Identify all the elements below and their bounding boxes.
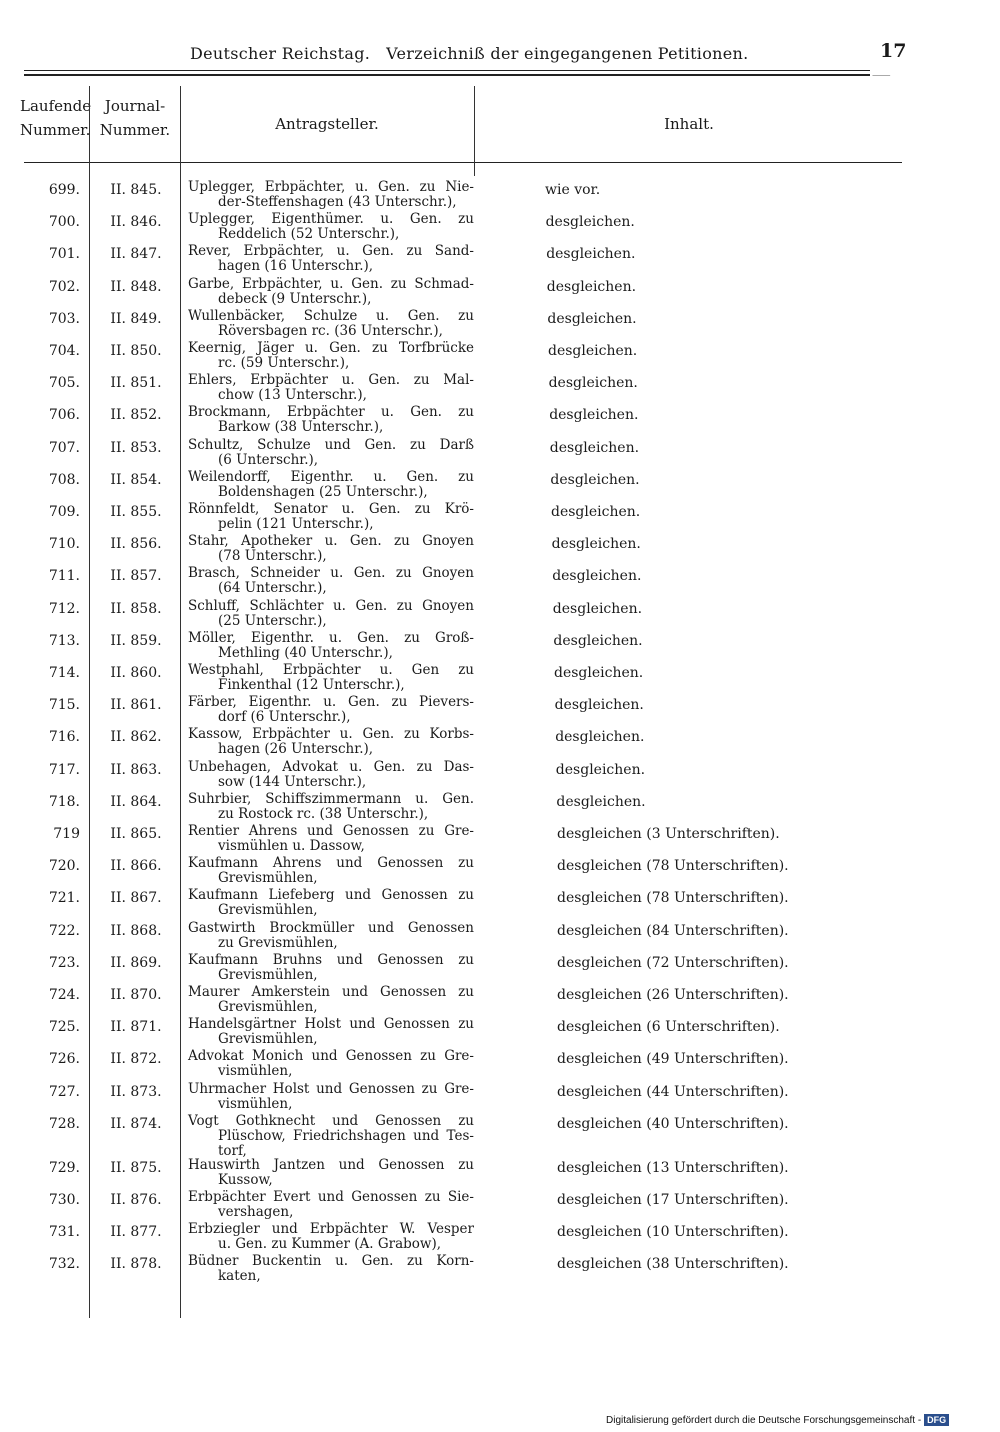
antragsteller-line: (25 Unterschr.),	[218, 612, 327, 629]
cell-journal-nummer: II. 868.	[110, 922, 162, 939]
table-row	[0, 373, 1000, 405]
antragsteller-line: Erbpächter Evert und Genossen zu Sie-	[188, 1189, 474, 1205]
cell-inhalt: desgleichen.	[556, 793, 646, 810]
cell-journal-nummer: II. 858.	[110, 600, 162, 617]
table-row	[0, 599, 1000, 631]
cell-antragsteller	[188, 1190, 474, 1220]
antragsteller-line: Büdner Buckentin u. Gen. zu Korn-	[188, 1253, 474, 1270]
cell-laufende-nummer: 716.	[48, 729, 80, 746]
antragsteller-line: hagen (26 Unterschr.),	[218, 741, 374, 758]
cell-inhalt: desgleichen (3 Unterschriften).	[557, 826, 780, 842]
antragsteller-line: Methling (40 Unterschr.),	[218, 644, 393, 661]
antragsteller-line: zu Grevismühlen,	[218, 934, 338, 951]
antragsteller-line: (78 Unterschr.),	[218, 548, 327, 565]
antragsteller-line: Uplegger, Eigenthümer. u. Gen. zu	[188, 211, 474, 228]
antragsteller-line: Rentier Ahrens und Genossen zu Gre-	[188, 823, 474, 839]
antragsteller-line: Boldenshagen (25 Unterschr.),	[218, 483, 428, 500]
footer-credit	[606, 1414, 949, 1426]
antragsteller-line: u. Gen. zu Kummer (A. Grabow),	[218, 1236, 442, 1253]
cell-inhalt: desgleichen (84 Unterschriften).	[557, 922, 789, 939]
header-rule	[24, 70, 870, 71]
cell-laufende-nummer: 707.	[48, 439, 80, 456]
column-header-rule	[24, 162, 902, 163]
table-row	[0, 824, 1000, 856]
table-row	[0, 1112, 1000, 1159]
cell-laufende-nummer: 719	[53, 826, 80, 842]
cell-journal-nummer: II. 869.	[110, 954, 162, 971]
table-row	[0, 631, 1000, 663]
cell-journal-nummer: II. 854.	[110, 471, 162, 488]
cell-journal-nummer: II. 845.	[110, 182, 162, 198]
table-row	[0, 888, 1000, 920]
cell-inhalt: desgleichen (78 Unterschriften).	[557, 858, 789, 875]
table-row	[0, 985, 1000, 1017]
cell-journal-nummer: II. 849.	[110, 310, 162, 327]
cell-inhalt: desgleichen.	[545, 214, 635, 231]
cell-journal-nummer: II. 870.	[110, 987, 162, 1003]
antragsteller-line: Suhrbier, Schiffszimmermann u. Gen.	[188, 790, 474, 807]
cell-inhalt: desgleichen.	[547, 310, 637, 327]
cell-inhalt: wie vor.	[545, 182, 601, 198]
cell-antragsteller	[188, 438, 474, 468]
table-row	[0, 695, 1000, 727]
cell-laufende-nummer: 725.	[48, 1019, 80, 1036]
column-header-inhalt: Inhalt.	[664, 115, 714, 133]
cell-antragsteller	[188, 534, 474, 564]
cell-antragsteller	[188, 244, 474, 274]
antragsteller-line: Hauswirth Jantzen und Genossen zu	[188, 1156, 474, 1173]
cell-laufende-nummer: 731.	[48, 1224, 80, 1241]
cell-journal-nummer: II. 848.	[110, 278, 162, 295]
cell-inhalt: desgleichen.	[551, 504, 641, 520]
antragsteller-line: debeck (9 Unterschr.),	[218, 290, 372, 307]
cell-inhalt: desgleichen (72 Unterschriften).	[557, 954, 789, 971]
cell-antragsteller	[188, 341, 474, 371]
cell-antragsteller	[188, 888, 474, 918]
antragsteller-line: Kaufmann Bruhns und Genossen zu	[188, 951, 474, 968]
page-number: 17	[880, 40, 907, 62]
table-row	[0, 212, 1000, 244]
cell-journal-nummer: II. 867.	[110, 890, 162, 907]
table-row	[0, 953, 1000, 985]
cell-antragsteller	[188, 1114, 474, 1159]
antragsteller-line: Finkenthal (12 Unterschr.),	[218, 677, 405, 693]
cell-laufende-nummer: 726.	[48, 1051, 80, 1068]
antragsteller-line: Reddelich (52 Unterschr.),	[218, 226, 400, 243]
cell-antragsteller	[188, 502, 474, 532]
cell-inhalt: desgleichen.	[549, 407, 639, 424]
cell-journal-nummer: II. 861.	[110, 697, 162, 714]
cell-antragsteller	[188, 695, 474, 725]
cell-inhalt: desgleichen (17 Unterschriften).	[557, 1192, 789, 1208]
cell-laufende-nummer: 721.	[48, 890, 80, 907]
cell-inhalt: desgleichen.	[554, 697, 644, 714]
cell-inhalt: desgleichen.	[549, 439, 640, 456]
cell-antragsteller	[188, 1082, 474, 1112]
cell-inhalt: desgleichen.	[554, 665, 644, 681]
antragsteller-line: katen,	[218, 1268, 261, 1285]
cell-inhalt: desgleichen.	[550, 471, 640, 488]
cell-journal-nummer: II. 864.	[110, 793, 162, 810]
cell-inhalt: desgleichen (38 Unterschriften).	[557, 1256, 789, 1273]
column-header-laufende-nummer	[20, 94, 92, 142]
table-row	[0, 1190, 1000, 1222]
antragsteller-line: Möller, Eigenthr. u. Gen. zu Groß-	[188, 629, 474, 646]
cell-laufende-nummer: 705.	[48, 375, 80, 392]
cell-laufende-nummer: 717.	[48, 761, 80, 778]
cell-journal-nummer: II. 876.	[110, 1192, 162, 1208]
header-rule-thick	[24, 74, 870, 76]
antragsteller-line: Grevismühlen,	[218, 870, 318, 887]
cell-laufende-nummer: 706.	[48, 407, 80, 424]
antragsteller-line: Röversbagen rc. (36 Unterschr.),	[218, 322, 443, 339]
antragsteller-line: pelin (121 Unterschr.),	[218, 516, 374, 532]
table-row	[0, 502, 1000, 534]
antragsteller-line: Plüschow, Friedrichshagen und Tes-	[218, 1127, 474, 1144]
cell-laufende-nummer: 699.	[48, 182, 80, 198]
table-row	[0, 341, 1000, 373]
cell-inhalt: desgleichen (6 Unterschriften).	[557, 1019, 780, 1036]
cell-antragsteller	[188, 792, 474, 822]
antragsteller-line: vismühlen,	[218, 1095, 293, 1112]
cell-journal-nummer: II. 865.	[110, 826, 162, 842]
cell-laufende-nummer: 723.	[48, 954, 80, 971]
antragsteller-line: vismühlen u. Dassow,	[218, 838, 365, 854]
antragsteller-line: Wullenbäcker, Schulze u. Gen. zu	[188, 307, 474, 324]
cell-laufende-nummer: 728.	[48, 1115, 80, 1132]
cell-laufende-nummer: 730.	[48, 1192, 80, 1208]
cell-journal-nummer: II. 856.	[110, 536, 162, 553]
antragsteller-line: Grevismühlen,	[218, 902, 318, 919]
column-header-line: Nummer.	[20, 121, 91, 139]
cell-journal-nummer: II. 866.	[110, 858, 162, 875]
cell-inhalt: desgleichen (44 Unterschriften).	[557, 1083, 789, 1100]
cell-journal-nummer: II. 874.	[110, 1115, 162, 1132]
cell-antragsteller	[188, 277, 474, 307]
page-header	[190, 44, 890, 63]
antragsteller-line: Kassow, Erbpächter u. Gen. zu Korbs-	[188, 726, 474, 743]
antragsteller-line: sow (144 Unterschr.),	[218, 773, 367, 790]
column-header-line: Laufende	[20, 97, 92, 115]
table-row	[0, 405, 1000, 437]
antragsteller-line: Vogt Gothknecht und Genossen zu	[188, 1112, 474, 1129]
cell-inhalt: desgleichen.	[548, 343, 638, 359]
cell-inhalt: desgleichen (49 Unterschriften).	[557, 1051, 789, 1068]
antragsteller-line: Grevismühlen,	[218, 966, 318, 983]
antragsteller-line: Kussow,	[218, 1171, 273, 1188]
antragsteller-line: der-Steffenshagen (43 Unterschr.),	[218, 194, 457, 210]
table-row	[0, 856, 1000, 888]
antragsteller-line: Schluff, Schlächter u. Gen. zu Gnoyen	[188, 597, 474, 614]
cell-laufende-nummer: 714.	[48, 665, 80, 681]
antragsteller-line: Ehlers, Erbpächter u. Gen. zu Mal-	[188, 372, 474, 389]
table-row	[0, 663, 1000, 695]
cell-laufende-nummer: 709.	[48, 504, 80, 520]
antragsteller-line: rc. (59 Unterschr.),	[218, 355, 350, 371]
cell-laufende-nummer: 704.	[48, 343, 80, 359]
antragsteller-line: vismühlen,	[218, 1063, 293, 1080]
cell-journal-nummer: II. 855.	[110, 504, 162, 520]
table-row	[0, 1254, 1000, 1286]
cell-journal-nummer: II. 847.	[110, 246, 162, 263]
cell-journal-nummer: II. 846.	[110, 214, 162, 231]
cell-antragsteller	[188, 921, 474, 951]
cell-antragsteller	[188, 470, 474, 500]
cell-laufende-nummer: 727.	[48, 1083, 80, 1100]
antragsteller-line: zu Rostock rc. (38 Unterschr.),	[218, 805, 429, 822]
cell-antragsteller	[188, 1049, 474, 1079]
antragsteller-line: Stahr, Apotheker u. Gen. zu Gnoyen	[188, 533, 474, 550]
antragsteller-line: chow (13 Unterschr.),	[218, 387, 367, 404]
cell-laufende-nummer: 708.	[48, 471, 80, 488]
cell-laufende-nummer: 710.	[48, 536, 80, 553]
cell-antragsteller	[188, 631, 474, 661]
cell-inhalt: desgleichen.	[553, 632, 643, 649]
antragsteller-line: Maurer Amkerstein und Genossen zu	[188, 984, 474, 1000]
table-row	[0, 1158, 1000, 1190]
cell-inhalt: desgleichen (40 Unterschriften).	[557, 1115, 789, 1132]
dfg-logo: DFG	[924, 1414, 949, 1426]
antragsteller-line: vershagen,	[218, 1204, 294, 1220]
column-header-journal-nummer	[90, 94, 180, 142]
cell-laufende-nummer: 722.	[48, 922, 80, 939]
column-header-antragsteller: Antragsteller.	[275, 115, 379, 133]
cell-antragsteller	[188, 373, 474, 403]
antragsteller-line: Handelsgärtner Holst und Genossen zu	[188, 1016, 474, 1033]
column-header-line: Journal-	[104, 97, 166, 115]
cell-inhalt: desgleichen (26 Unterschriften).	[557, 987, 789, 1003]
cell-inhalt: desgleichen.	[555, 761, 646, 778]
cell-antragsteller	[188, 566, 474, 596]
antragsteller-line: Keernig, Jäger u. Gen. zu Torfbrücke	[188, 340, 474, 356]
cell-antragsteller	[188, 856, 474, 886]
cell-journal-nummer: II. 873.	[110, 1083, 162, 1100]
cell-journal-nummer: II. 851.	[110, 375, 162, 392]
cell-antragsteller	[188, 309, 474, 339]
antragsteller-line: Brockmann, Erbpächter u. Gen. zu	[188, 404, 474, 421]
antragsteller-line: Kaufmann Liefeberg und Genossen zu	[188, 887, 474, 904]
cell-journal-nummer: II. 862.	[110, 729, 162, 746]
cell-inhalt: desgleichen.	[552, 600, 643, 617]
cell-antragsteller	[188, 663, 474, 693]
cell-laufende-nummer: 702.	[48, 278, 80, 295]
cell-inhalt: desgleichen.	[546, 278, 637, 295]
table-row	[0, 792, 1000, 824]
antragsteller-line: Grevismühlen,	[218, 999, 318, 1015]
column-header-line: Nummer.	[99, 121, 171, 139]
cell-laufende-nummer: 718.	[48, 793, 80, 810]
antragsteller-line: Weilendorff, Eigenthr. u. Gen. zu	[188, 468, 474, 485]
cell-laufende-nummer: 711.	[48, 568, 80, 585]
table-row	[0, 180, 1000, 212]
antragsteller-line: hagen (16 Unterschr.),	[218, 258, 374, 275]
header-title-left: Deutscher Reichstag.	[190, 44, 371, 63]
cell-inhalt: desgleichen (78 Unterschriften).	[557, 890, 789, 907]
antragsteller-line: Erbziegler und Erbpächter W. Vesper	[188, 1221, 474, 1238]
table-row	[0, 760, 1000, 792]
cell-laufende-nummer: 713.	[48, 632, 80, 649]
table-row	[0, 277, 1000, 309]
cell-journal-nummer: II. 857.	[110, 568, 162, 585]
table-row	[0, 1017, 1000, 1049]
antragsteller-line: Schultz, Schulze und Gen. zu Darß	[188, 436, 474, 453]
table-row	[0, 309, 1000, 341]
antragsteller-line: torf,	[218, 1142, 247, 1159]
cell-laufende-nummer: 729.	[48, 1159, 80, 1176]
table-row	[0, 921, 1000, 953]
antragsteller-line: Rever, Erbpächter, u. Gen. zu Sand-	[188, 243, 474, 260]
cell-antragsteller	[188, 599, 474, 629]
cell-laufende-nummer: 701.	[48, 246, 80, 263]
cell-journal-nummer: II. 850.	[110, 343, 162, 359]
cell-antragsteller	[188, 824, 474, 854]
cell-journal-nummer: II. 859.	[110, 632, 162, 649]
cell-antragsteller	[188, 985, 474, 1015]
cell-inhalt: desgleichen.	[552, 568, 642, 585]
antragsteller-line: Färber, Eigenthr. u. Gen. zu Pievers-	[188, 694, 474, 711]
cell-laufende-nummer: 712.	[48, 600, 80, 617]
antragsteller-line: Westphahl, Erbpächter u. Gen zu	[188, 662, 474, 678]
antragsteller-line: Grevismühlen,	[218, 1031, 318, 1048]
antragsteller-line: Uplegger, Erbpächter, u. Gen. zu Nie-	[188, 179, 474, 195]
cell-laufende-nummer: 732.	[48, 1256, 80, 1273]
cell-inhalt: desgleichen (10 Unterschriften).	[557, 1224, 789, 1241]
cell-journal-nummer: II. 853.	[110, 439, 162, 456]
cell-journal-nummer: II. 860.	[110, 665, 162, 681]
cell-antragsteller	[188, 1017, 474, 1047]
cell-journal-nummer: II. 871.	[110, 1019, 162, 1036]
header-title-right: Verzeichniß der eingegangenen Petitionen.	[386, 44, 749, 63]
antragsteller-line: Kaufmann Ahrens und Genossen zu	[188, 855, 474, 872]
cell-inhalt: desgleichen.	[555, 729, 645, 746]
cell-laufende-nummer: 703.	[48, 310, 80, 327]
cell-journal-nummer: II. 863.	[110, 761, 162, 778]
table-row	[0, 566, 1000, 598]
cell-antragsteller	[188, 1222, 474, 1252]
antragsteller-line: Garbe, Erbpächter, u. Gen. zu Schmad-	[188, 275, 474, 292]
footer-text: Digitalisierung gefördert durch die Deutsche Forschungsgemeinschaft -	[606, 1415, 922, 1426]
cell-antragsteller	[188, 405, 474, 435]
column-divider	[474, 86, 475, 176]
cell-antragsteller	[188, 760, 474, 790]
cell-inhalt: desgleichen.	[546, 246, 636, 263]
cell-journal-nummer: II. 872.	[110, 1051, 162, 1068]
cell-inhalt: desgleichen.	[548, 375, 638, 392]
table-row	[0, 1222, 1000, 1254]
cell-inhalt: desgleichen (13 Unterschriften).	[557, 1159, 789, 1176]
antragsteller-line: dorf (6 Unterschr.),	[218, 709, 351, 726]
table-row	[0, 727, 1000, 759]
table-row	[0, 1082, 1000, 1114]
cell-journal-nummer: II. 878.	[110, 1256, 162, 1273]
antragsteller-line: Brasch, Schneider u. Gen. zu Gnoyen	[188, 565, 474, 582]
printer-mark: ⸺	[872, 68, 890, 81]
cell-laufende-nummer: 724.	[48, 987, 80, 1003]
cell-antragsteller	[188, 953, 474, 983]
table-row	[0, 244, 1000, 276]
cell-antragsteller	[188, 180, 474, 210]
cell-journal-nummer: II. 852.	[110, 407, 162, 424]
cell-journal-nummer: II. 877.	[110, 1224, 162, 1241]
antragsteller-line: (64 Unterschr.),	[218, 580, 327, 597]
cell-laufende-nummer: 720.	[48, 858, 80, 875]
cell-antragsteller	[188, 1254, 474, 1284]
cell-antragsteller	[188, 727, 474, 757]
table-row	[0, 438, 1000, 470]
antragsteller-line: Unbehagen, Advokat u. Gen. zu Das-	[188, 758, 474, 775]
cell-antragsteller	[188, 1158, 474, 1188]
antragsteller-line: Uhrmacher Holst und Genossen zu Gre-	[188, 1080, 474, 1097]
table-row	[0, 534, 1000, 566]
antragsteller-line: Rönnfeldt, Senator u. Gen. zu Krö-	[188, 501, 474, 517]
antragsteller-line: (6 Unterschr.),	[218, 451, 319, 468]
cell-journal-nummer: II. 875.	[110, 1159, 162, 1176]
cell-antragsteller	[188, 212, 474, 242]
cell-laufende-nummer: 700.	[48, 214, 80, 231]
antragsteller-line: Gastwirth Brockmüller und Genossen	[188, 919, 474, 936]
antragsteller-line: Barkow (38 Unterschr.),	[218, 419, 384, 436]
table-row	[0, 470, 1000, 502]
cell-inhalt: desgleichen.	[551, 536, 641, 553]
antragsteller-line: Advokat Monich und Genossen zu Gre-	[188, 1048, 474, 1065]
table-row	[0, 1049, 1000, 1081]
cell-laufende-nummer: 715.	[48, 697, 80, 714]
